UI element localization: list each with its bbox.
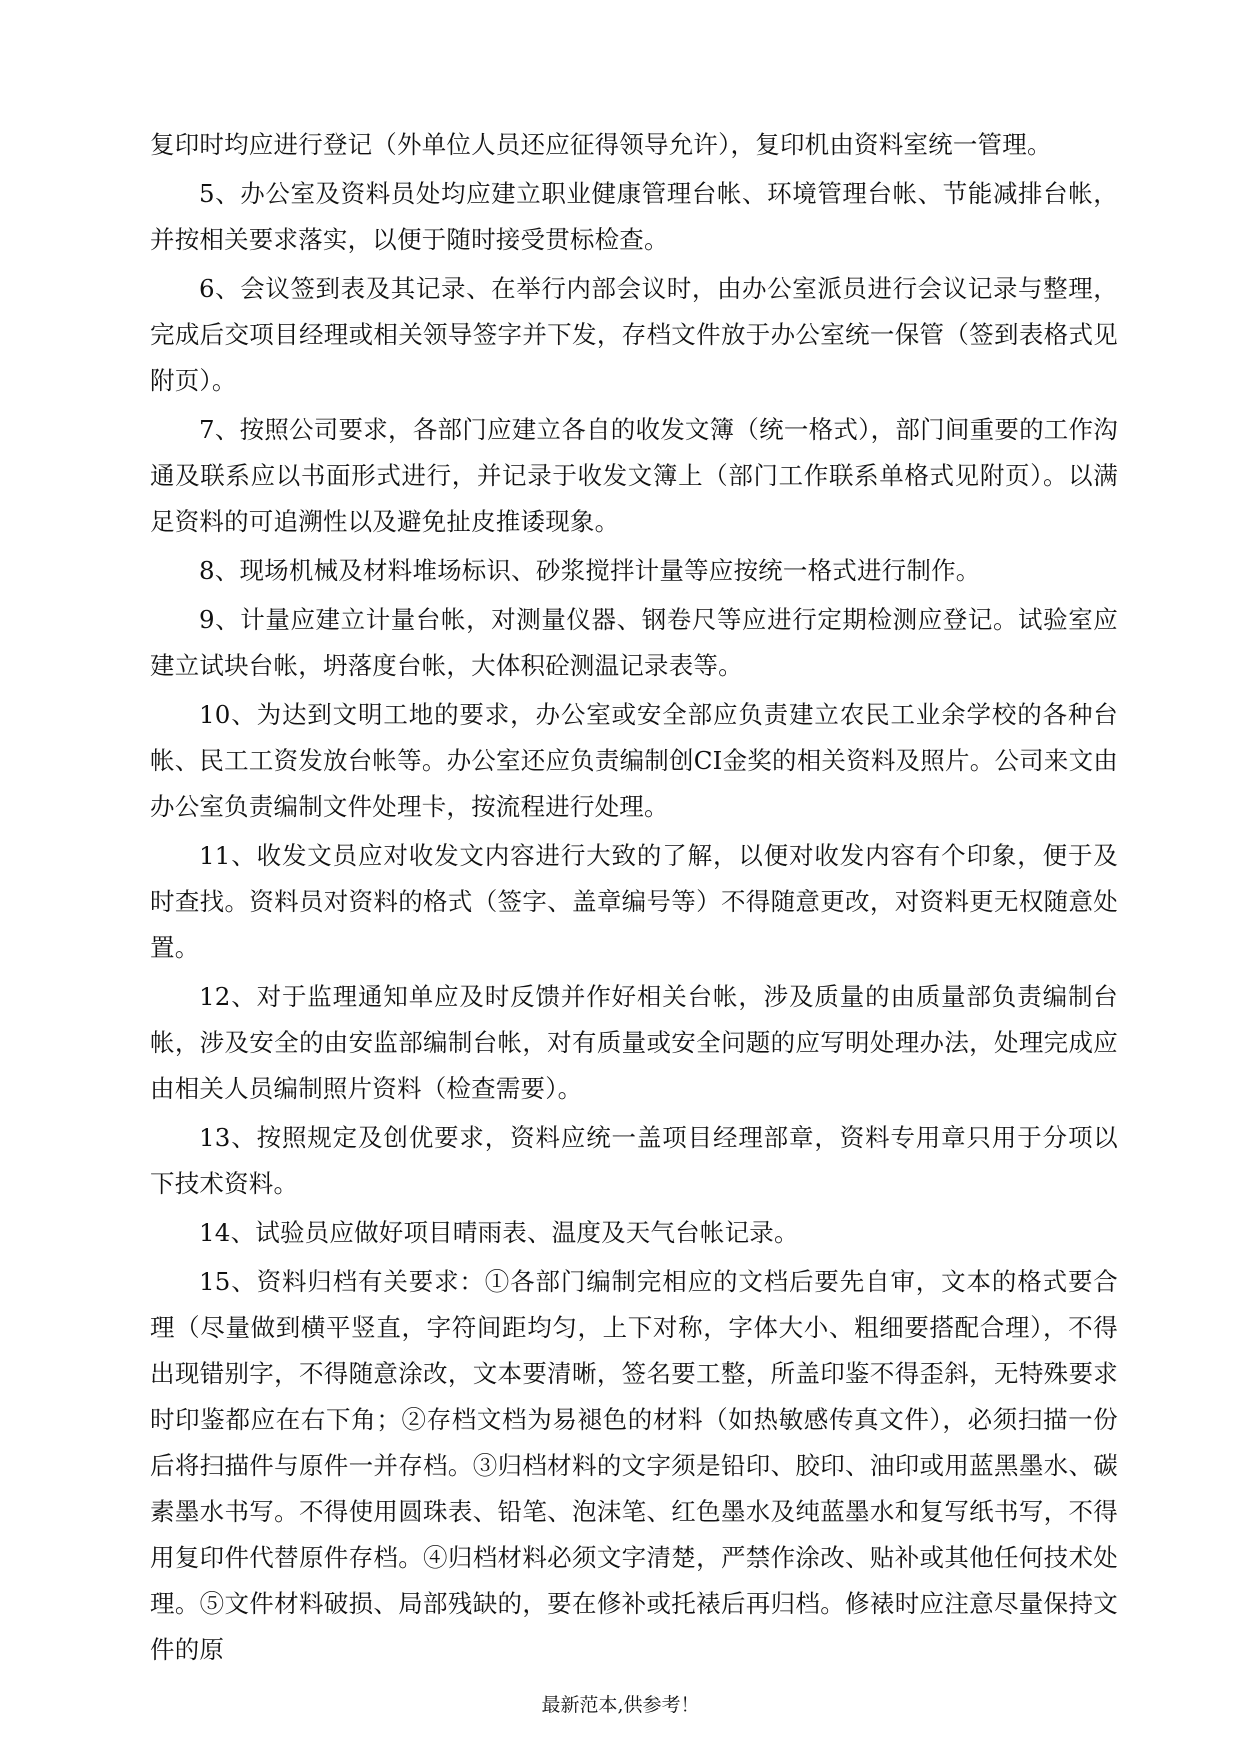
- paragraph-5: 8、现场机械及材料堆场标识、砂浆搅拌计量等应按统一格式进行制作。: [199, 556, 981, 585]
- paragraph-11: 14、试验员应做好项目晴雨表、温度及天气台帐记录。: [199, 1218, 799, 1247]
- paragraph-3: 6、会议签到表及其记录、在举行内部会议时，由办公室派员进行会议记录与整理，完成后交项目经理或相关领导签字并下发，存档文件放于办公室统一保管（签到表格式见附页）。: [150, 274, 1118, 395]
- page-footer: 最新范本,供参考！: [541, 1694, 700, 1716]
- paragraph-12: 15、资料归档有关要求：①各部门编制完相应的文档后要先自审，文本的格式要合理（尽量做到横平竖直，字符间距均匀，上下对称，字体大小、粗细要搭配合理），不得出现错别字，不得随意涂改，文本要清晰，签名要工整，所盖印鉴不得歪斜，无特殊要求时印鉴都应在右下角；②存档文档为易褪色的材料（如热敏感传真文件），必须扫描一份后将扫描件与原件一并存档。③归档材料的文字须是铅印、胶印、油印或用蓝黑墨水、碳素墨水书写。不得使用圆珠表、铅笔、泡沫笔、红色墨水及纯蓝墨水和复写纸书写，不得用复印件代替原件存档。④归档材料必须文字清楚，严禁作涂改、贴补或其他任何技术处理。⑤文件材料破损、局部残缺的，要在修补或托裱后再归档。修裱时应注意尽量保持文件的原: [150, 1267, 1118, 1664]
- paragraph-9: 12、对于监理通知单应及时反馈并作好相关台帐，涉及质量的由质量部负责编制台帐，涉及安全的由安监部编制台帐，对有质量或安全问题的应写明处理办法，处理完成应由相关人员编制照片资料（检查需要）。: [150, 982, 1118, 1103]
- paragraph-2: 5、办公室及资料员处均应建立职业健康管理台帐、环境管理台帐、节能减排台帐，并按相关要求落实，以便于随时接受贯标检查。: [150, 179, 1118, 254]
- paragraph-6: 9、计量应建立计量台帐，对测量仪器、钢卷尺等应进行定期检测应登记。试验室应建立试块台帐，坍落度台帐，大体积砼测温记录表等。: [150, 605, 1118, 680]
- paragraph-7: 10、为达到文明工地的要求，办公室或安全部应负责建立农民工业余学校的各种台帐、民工工资发放台帐等。办公室还应负责编制创CI金奖的相关资料及照片。公司来文由办公室负责编制文件处理卡，按流程进行处理。: [150, 700, 1118, 821]
- paragraph-10: 13、按照规定及创优要求，资料应统一盖项目经理部章，资料专用章只用于分项以下技术资料。: [150, 1123, 1118, 1198]
- document-body: [150, 122, 1118, 1673]
- paragraph-1: 复印时均应进行登记（外单位人员还应征得领导允许），复印机由资料室统一管理。: [150, 130, 1052, 159]
- paragraph-4: 7、按照公司要求，各部门应建立各自的收发文簿（统一格式），部门间重要的工作沟通及联系应以书面形式进行，并记录于收发文簿上（部门工作联系单格式见附页）。以满足资料的可追溯性以及避免扯皮推诿现象。: [150, 415, 1118, 536]
- paragraph-8: 11、收发文员应对收发文内容进行大致的了解，以便对收发内容有个印象，便于及时查找。资料员对资料的格式（签字、盖章编号等）不得随意更改，对资料更无权随意处置。: [150, 841, 1118, 962]
